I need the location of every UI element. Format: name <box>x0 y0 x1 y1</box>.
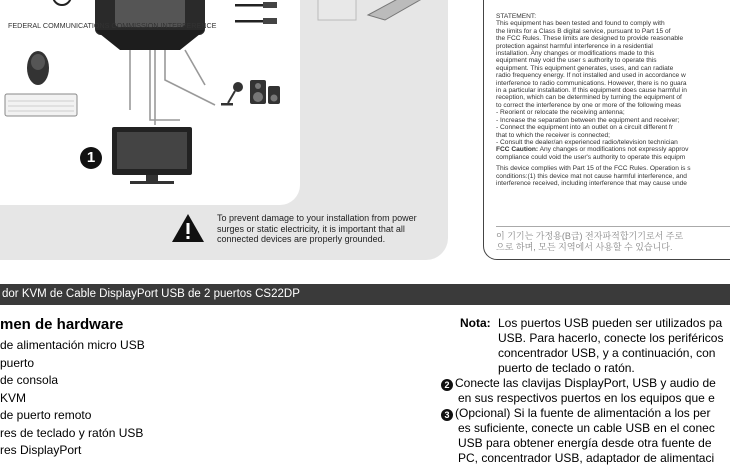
grounding-warning: To prevent damage to your installation from power surges or static electricity, it is important that all connected devices are properly grounded. <box>217 213 417 244</box>
installation-steps: Nota: Los puertos USB pueden ser utilizados pa USB. Para hacerlo, conecte los periféricos concentrador USB, y a continuación, con puerto de teclado o ratón. 2 Conecte las clavijas DisplayPort, USB y audio de en sus respectivos puertos en los equipos que e 3 (Opcional) Si la fuente de alimentación a los per es suficiente, conecte un cable USB en el conec USB para obtener energía desde otra fuente de PC, concentrador USB, adaptador de alimentaci <box>441 316 730 466</box>
mouse-icon <box>27 51 49 85</box>
usb-note: Nota: Los puertos USB pueden ser utilizados pa <box>460 316 723 330</box>
microphone-icon <box>221 82 243 106</box>
step-2-number: 2 <box>441 379 453 391</box>
list-item: de alimentación micro USB <box>0 338 145 352</box>
list-item: de consola <box>0 373 59 387</box>
laptop-icon <box>368 0 420 20</box>
list-item: KVM <box>0 390 27 405</box>
section-title-bar: dor KVM de Cable DisplayPort USB de 2 puertos CS22DP <box>0 284 730 305</box>
warning-icon <box>171 213 205 243</box>
hardware-list <box>0 337 145 460</box>
speakers-icon <box>250 80 280 104</box>
step-3: 3 (Opcional) Si la fuente de alimentación a los per <box>441 406 730 421</box>
fcc-heading: FEDERAL COMMUNICATIONS COMMISSION INTERFERENCE <box>8 21 217 30</box>
step-2: 2 Conecte las clavijas DisplayPort, USB y audio de <box>441 376 730 391</box>
computer-tower-icon <box>318 0 356 20</box>
cable-lines <box>130 50 215 125</box>
fcc-statement-text: STATEMENT: This equipment has been tested and found to comply with the limits for a Class B digital service, pursuant to Part 15 of the FCC Rules. These limits are designed to provide reasonable protection against harmful interference in a residential installation. Any changes or modifications made to this equipment may void the user s authority to operate this equipment. This equipment generates, uses, and can radiate radio frequency energy. If not installed and used in accordance w interference to radio communications. However, there is no guara in a particular installation. If this equipment does cause harmful in reception, which can be determined by turning the equipment of to correct the interference by one or more of the following meas - Reorient or relocate the receiving antenna; - Increase the separation between the equipment and receiver; - Connect the equipment into an outlet on a circuit different fr that to which the receiver is connected; - Consult the dealer/an experienced radio/television technician FCC Caution: Any changes or modifications not expressly approv compliance could void the user's authority to operate this equipm This device complies with Part 15 of the FCC Rules. Operation is s conditions:(1) this device mat not cause harmful interference, and interference received, including interference that may cause unde <box>496 13 730 187</box>
step-3-number: 3 <box>441 409 453 421</box>
list-item: res de teclado y ratón USB <box>0 425 144 440</box>
korean-divider <box>496 226 730 227</box>
list-item: de puerto remoto <box>0 408 92 422</box>
list-item: puerto <box>0 355 35 370</box>
monitor-icon <box>112 127 192 184</box>
step-marker-1: 1 <box>80 147 102 169</box>
keyboard-icon <box>5 94 77 116</box>
fcc-caution: FCC Caution: Any changes or modifications not expressly approv <box>496 146 689 154</box>
audio-jack-icon <box>235 2 277 24</box>
korean-notice: 이 기기는 가정용(B급) 전자파적합기기로서 주로 으로 하며, 모든 지역에서 사용할 수 있습니다. <box>496 231 684 252</box>
hardware-review-title: men de hardware <box>0 316 124 333</box>
list-item: res DisplayPort <box>0 443 82 457</box>
